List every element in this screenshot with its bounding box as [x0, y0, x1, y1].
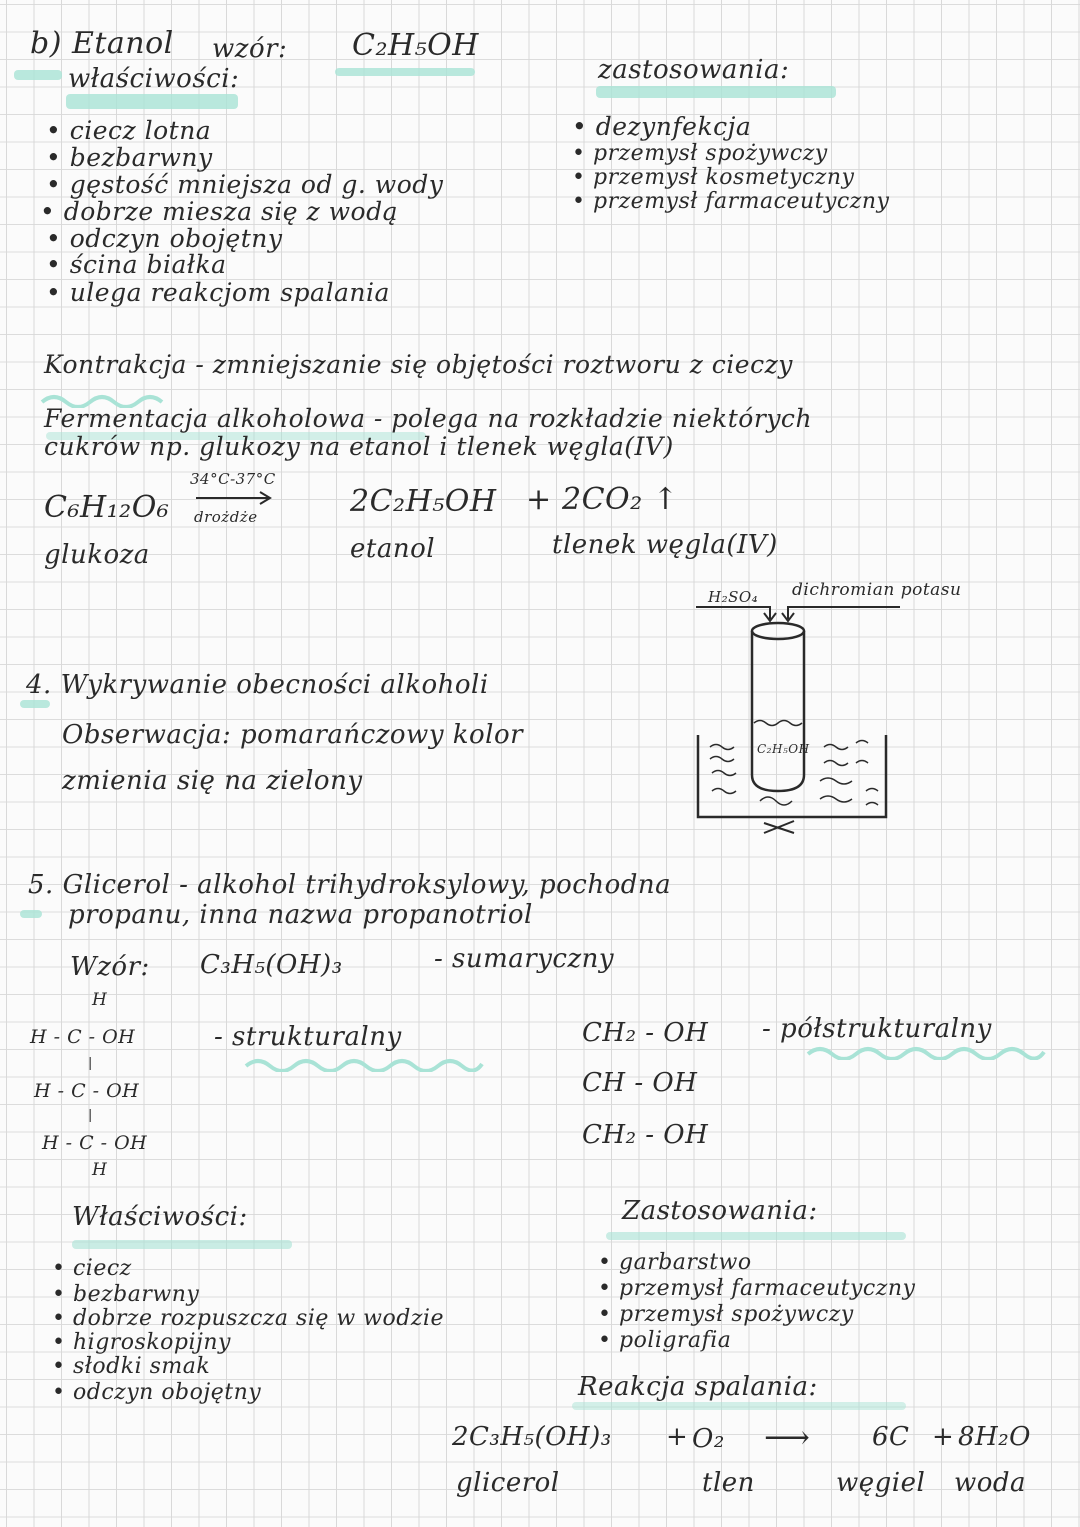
- list-item: • przemysł farmaceutyczny: [572, 189, 889, 214]
- observation-line2: zmienia się na zielony: [62, 766, 363, 796]
- product-co2-formula: 2CO₂ ↑: [562, 482, 679, 517]
- reaction-condition-catalyst: drożdże: [194, 508, 258, 526]
- glycerol-uses-title: Zastosowania:: [622, 1196, 818, 1226]
- combustion-product1-name: węgiel: [836, 1468, 926, 1498]
- list-item: • ulega reakcjom spalania: [46, 278, 390, 307]
- structural-top-h: H: [92, 990, 108, 1010]
- diagram-tube-label: C₂H₅OH: [757, 742, 810, 756]
- section-heading-ethanol: b) Etanol: [30, 26, 174, 61]
- list-item: • dobrze rozpuszcza się w wodzie: [52, 1306, 444, 1331]
- section-heading-glycerol-line2: propanu, inna nazwa propanotriol: [68, 900, 533, 930]
- list-item: • dobrze miesza się z wodą: [40, 197, 398, 226]
- highlight-properties-title: [66, 94, 238, 109]
- structural-bond: |: [88, 1056, 93, 1071]
- combustion-reactant1: 2C₃H₅(OH)₃: [452, 1422, 612, 1452]
- reaction-condition-temperature: 34°C-37°C: [190, 470, 276, 488]
- diagram-label-sulfuric-acid: H₂SO₄: [708, 588, 759, 606]
- observation-line1: Obserwacja: pomarańczowy kolor: [62, 720, 524, 750]
- highlight-glycerol-uses-title: [606, 1232, 906, 1240]
- highlight-glycerol-properties-title: [72, 1240, 292, 1249]
- highlight-section-4: [20, 700, 50, 708]
- semistructural-row: CH₂ - OH: [582, 1120, 709, 1150]
- list-item: • przemysł kosmetyczny: [572, 165, 854, 190]
- list-item: • dezynfekcja: [572, 112, 751, 141]
- structural-row: H - C - OH: [42, 1132, 148, 1154]
- glycerol-formula-type: - sumaryczny: [434, 944, 615, 974]
- list-item: • przemysł farmaceutyczny: [598, 1276, 915, 1301]
- definition-fermentation-line2: cukrów np. glukozy na etanol i tlenek węgla(IV): [44, 432, 674, 461]
- formula-label: wzór:: [212, 34, 288, 64]
- wavy-underline-structural: [244, 1056, 484, 1072]
- combustion-reactant2: O₂: [692, 1424, 725, 1454]
- structural-bottom-h: H: [92, 1160, 108, 1180]
- list-item: • słodki smak: [52, 1354, 210, 1379]
- wavy-underline-semistructural: [806, 1044, 1046, 1060]
- structural-bond: |: [88, 1108, 93, 1123]
- combustion-arrow-icon: ⟶: [764, 1418, 811, 1456]
- reaction-arrow-icon: [194, 490, 276, 510]
- product-ethanol-formula: 2C₂H₅OH: [350, 484, 497, 519]
- definition-contraction: Kontrakcja - zmniejszanie się objętości roztworu z cieczy: [44, 350, 793, 379]
- uses-title: zastosowania:: [598, 55, 790, 85]
- section-heading-glycerol-line1: 5. Glicerol - alkohol trihydroksylowy, pochodna: [28, 870, 672, 900]
- combustion-product1: 6C: [872, 1422, 910, 1452]
- list-item: • ścina białka: [46, 250, 227, 279]
- ethanol-formula: C₂H₅OH: [352, 28, 479, 63]
- list-item: • higroskopijny: [52, 1330, 231, 1355]
- structural-row: H - C - OH: [30, 1026, 136, 1048]
- list-item: • przemysł spożywczy: [598, 1302, 854, 1327]
- highlight-combustion-title: [572, 1402, 906, 1410]
- definition-fermentation-line1: Fermentacja alkoholowa - polega na rozkładzie niektórych: [44, 404, 813, 433]
- product-co2-name: tlenek węgla(IV): [552, 530, 778, 560]
- plus-sign: +: [526, 482, 552, 517]
- list-item: • poligrafia: [598, 1328, 731, 1353]
- structural-label: - strukturalny: [214, 1022, 402, 1052]
- list-item: • bezbarwny: [46, 143, 213, 172]
- combustion-reactant2-name: tlen: [702, 1468, 755, 1498]
- highlight-section-5: [20, 910, 42, 918]
- diagram-label-potassium-dichromate: dichromian potasu: [792, 580, 962, 600]
- glycerol-formula-label: Wzór:: [70, 952, 150, 982]
- combustion-product2-name: woda: [954, 1468, 1027, 1498]
- semistructural-label: - półstrukturalny: [762, 1014, 992, 1044]
- properties-title: właściwości:: [68, 64, 240, 94]
- semistructural-row: CH₂ - OH: [582, 1018, 709, 1048]
- list-item: • odczyn obojętny: [46, 224, 283, 253]
- combustion-title: Reakcja spalania:: [578, 1372, 818, 1402]
- reactant-glucose-name: glukoza: [44, 540, 150, 570]
- combustion-reactant1-name: glicerol: [456, 1468, 560, 1498]
- section-heading-alcohol-test: 4. Wykrywanie obecności alkoholi: [26, 670, 489, 700]
- combustion-plus1: +: [666, 1422, 689, 1452]
- list-item: • garbarstwo: [598, 1250, 752, 1275]
- combustion-product2: 8H₂O: [958, 1422, 1031, 1452]
- list-item: • ciecz: [52, 1256, 132, 1281]
- semistructural-row: CH - OH: [582, 1068, 698, 1098]
- glycerol-properties-title: Właściwości:: [72, 1202, 248, 1232]
- product-ethanol-name: etanol: [350, 534, 436, 564]
- highlight-ethanol-heading: [14, 70, 62, 80]
- list-item: • przemysł spożywczy: [572, 141, 828, 166]
- highlight-formula: [335, 68, 475, 76]
- list-item: • ciecz lotna: [46, 116, 211, 145]
- reactant-glucose-formula: C₆H₁₂O₆: [44, 490, 170, 525]
- structural-row: H - C - OH: [34, 1080, 140, 1102]
- test-tube-diagram: [690, 595, 1030, 835]
- list-item: • bezbarwny: [52, 1282, 199, 1307]
- list-item: • gęstość mniejsza od g. wody: [46, 170, 443, 199]
- combustion-plus2: +: [932, 1422, 955, 1452]
- glycerol-formula: C₃H₅(OH)₃: [200, 950, 343, 980]
- highlight-uses-title: [596, 86, 836, 98]
- list-item: • odczyn obojętny: [52, 1380, 261, 1405]
